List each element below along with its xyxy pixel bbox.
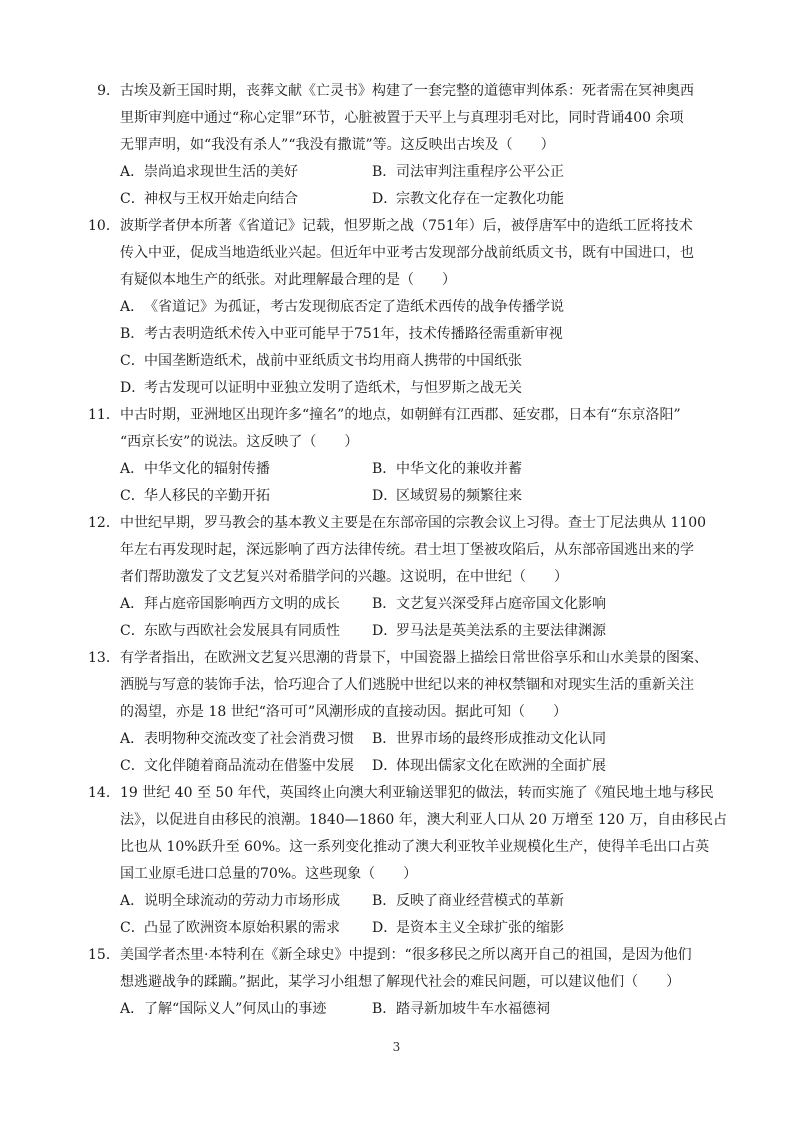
- question-stem-line: “西京长安”的说法。这反映了（ ）: [120, 434, 359, 450]
- option-b[interactable]: [372, 726, 606, 753]
- question-number: 10．: [88, 218, 120, 234]
- option-text: 表明物种交流改变了社会消费习惯: [144, 731, 354, 747]
- option-text: 是资本主义全球扩张的缩影: [396, 920, 564, 936]
- option-letter: A．: [120, 893, 145, 909]
- option-letter: B．: [372, 461, 397, 477]
- option-letter: C．: [120, 191, 145, 207]
- option-b[interactable]: [372, 456, 522, 483]
- option-text: 东欧与西欧社会发展具有同质性: [144, 623, 340, 639]
- option-letter: C．: [120, 623, 145, 639]
- option-b[interactable]: [372, 888, 564, 915]
- option-d[interactable]: [372, 618, 606, 645]
- question-9: [96, 78, 712, 213]
- question-stem-line: 比也从 10%跃升至 60%。这一系列变化推动了澳大利亚牧羊业规模化生产，使得羊毛出口占英: [120, 839, 710, 855]
- question-stem-text: 波斯学者伊本所著《省道记》记载，怛罗斯之战（751年）后，被俘唐军中的造纸工匠将技术: [120, 218, 693, 234]
- option-letter: C．: [120, 758, 145, 774]
- options-row: [96, 888, 712, 915]
- question-stem-line: [88, 510, 712, 537]
- question-stem-line: [96, 78, 712, 105]
- question-stem-line: 国工业原毛进口总量的70%。这些现象（ ）: [120, 866, 418, 882]
- options-row: [96, 456, 712, 483]
- option-d[interactable]: [96, 375, 712, 402]
- option-letter: D．: [372, 623, 398, 639]
- question-stem-text: 中世纪早期，罗马教会的基本教义主要是在东部帝国的宗教会议上习得。查士丁尼法典从 1100: [120, 515, 707, 531]
- option-d[interactable]: [372, 186, 564, 213]
- question-stem-line: [88, 780, 714, 807]
- option-letter: D．: [120, 380, 146, 396]
- options-row: [96, 726, 712, 753]
- question-10: [88, 213, 712, 402]
- question-stem-line: [88, 645, 712, 672]
- question-11: [88, 402, 712, 510]
- option-c[interactable]: [120, 186, 372, 213]
- options-row: [96, 618, 712, 645]
- question-12: [88, 510, 712, 645]
- option-a[interactable]: [96, 294, 712, 321]
- question-number: 14．: [88, 785, 120, 801]
- option-letter: D．: [372, 191, 398, 207]
- option-letter: B．: [372, 1001, 397, 1017]
- option-text: 体现出儒家文化在欧洲的全面扩展: [396, 758, 606, 774]
- options-row: [96, 753, 712, 780]
- option-b[interactable]: [372, 591, 606, 618]
- option-letter: A．: [120, 1001, 145, 1017]
- option-text: 区域贸易的频繁往来: [396, 488, 522, 504]
- option-letter: B．: [372, 596, 397, 612]
- option-c[interactable]: [120, 753, 372, 780]
- option-text: 中国垄断造纸术，战前中亚纸质文书均用商人携带的中国纸张: [144, 353, 522, 369]
- option-b[interactable]: [96, 321, 712, 348]
- question-stem-line: 里斯审判庭中通过“称心定罪”环节，心脏被置于天平上与真理羽毛对比，同时背诵400 余项: [120, 110, 684, 126]
- option-a[interactable]: [120, 591, 372, 618]
- question-stem-line: [88, 213, 712, 240]
- option-text: 考古发现可以证明中亚独立发明了造纸术，与怛罗斯之战无关: [144, 380, 522, 396]
- option-a[interactable]: [120, 888, 372, 915]
- option-text: 罗马法是英美法系的主要法律渊源: [396, 623, 606, 639]
- option-text: 崇尚追求现世生活的美好: [144, 164, 298, 180]
- option-letter: D．: [372, 920, 398, 936]
- page-number: 3: [392, 1040, 401, 1054]
- option-c[interactable]: [120, 915, 372, 942]
- option-letter: B．: [120, 326, 145, 342]
- question-stem-line: [88, 402, 712, 429]
- option-d[interactable]: [372, 753, 606, 780]
- question-stem-text: 有学者指出，在欧洲文艺复兴思潮的背景下，中国瓷器上描绘日常世俗享乐和山水美景的图案、: [120, 650, 708, 666]
- option-letter: D．: [372, 758, 398, 774]
- option-letter: C．: [120, 353, 145, 369]
- question-number: 15．: [88, 947, 120, 963]
- option-text: 世界市场的最终形成推动文化认同: [396, 731, 606, 747]
- option-text: 凸显了欧洲资本原始积累的需求: [144, 920, 340, 936]
- option-text: 中华文化的辐射传播: [144, 461, 270, 477]
- option-text: 踏寻新加坡牛车水福德祠: [396, 1001, 550, 1017]
- question-stem-text: 中古时期，亚洲地区出现许多“撞名”的地点，如朝鲜有江西郡、延安郡，日本有“东京洛阳”: [120, 407, 681, 423]
- question-stem-text: 古埃及新王国时期，丧葬文献《亡灵书》构建了一套完整的道德审判体系：死者需在冥神奥西: [120, 83, 694, 99]
- exam-page: [88, 78, 728, 1023]
- option-letter: D．: [372, 488, 398, 504]
- option-letter: A．: [120, 461, 145, 477]
- question-13: [88, 645, 712, 780]
- option-letter: A．: [120, 731, 145, 747]
- question-stem-line: 法》，以促进自由移民的浪潮。1840—1860 年，澳大利亚人口从 20 万增至 120 万，自由移民占: [120, 812, 728, 828]
- option-letter: B．: [372, 164, 397, 180]
- question-stem-line: 有疑似本地生产的纸张。对此理解最合理的是（ ）: [120, 272, 456, 288]
- question-14: [88, 780, 728, 942]
- question-15: [88, 942, 712, 1023]
- option-text: 文艺复兴深受拜占庭帝国文化影响: [396, 596, 606, 612]
- option-letter: B．: [372, 893, 397, 909]
- question-number: 11．: [88, 407, 120, 423]
- option-letter: A．: [120, 596, 145, 612]
- options-row: [96, 591, 712, 618]
- option-d[interactable]: [372, 915, 564, 942]
- question-stem-line: [88, 942, 712, 969]
- option-letter: A．: [120, 299, 145, 315]
- option-b[interactable]: [372, 159, 564, 186]
- question-stem-line: 者们帮助激发了文艺复兴对希腊学问的兴趣。这说明，在中世纪（ ）: [120, 569, 568, 585]
- option-b[interactable]: [372, 996, 550, 1023]
- options-row: [96, 483, 712, 510]
- option-text: 《省道记》为孤证，考古发现彻底否定了造纸术西传的战争传播学说: [144, 299, 564, 315]
- option-text: 中华文化的兼收并蓄: [396, 461, 522, 477]
- option-a[interactable]: [120, 996, 372, 1023]
- options-row: [96, 159, 712, 186]
- option-text: 文化伴随着商品流动在借鉴中发展: [144, 758, 354, 774]
- question-number: 12．: [88, 515, 120, 531]
- option-letter: B．: [372, 731, 397, 747]
- option-a[interactable]: [120, 456, 372, 483]
- option-text: 神权与王权开始走向结合: [144, 191, 298, 207]
- option-letter: C．: [120, 920, 145, 936]
- option-text: 华人移民的辛勤开拓: [144, 488, 270, 504]
- question-stem-line: 年左右再发现时起，深远影响了西方法律传统。君士坦丁堡被攻陷后，从东部帝国逃出来的学: [120, 542, 694, 558]
- question-number: 9．: [97, 83, 120, 99]
- question-stem-line: 的渴望，亦是 18 世纪“洛可可”风潮形成的直接动因。据此可知（ ）: [120, 704, 568, 720]
- option-text: 说明全球流动的劳动力市场形成: [144, 893, 340, 909]
- question-stem-text: 美国学者杰里·本特利在《新全球史》中提到：“很多移民之所以离开自己的祖国，是因为他们: [120, 947, 692, 963]
- option-text: 了解“国际义人”何凤山的事迹: [144, 1001, 327, 1017]
- option-text: 宗教文化存在一定教化功能: [396, 191, 564, 207]
- options-row: [96, 996, 712, 1023]
- option-text: 反映了商业经营模式的革新: [396, 893, 564, 909]
- option-d[interactable]: [372, 483, 522, 510]
- question-stem-line: 洒脱与写意的装饰手法，恰巧迎合了人们逃脱中世纪以来的神权禁锢和对现实生活的重新关注: [120, 677, 694, 693]
- question-stem-line: 传入中亚，促成当地造纸业兴起。但近年中亚考古发现部分战前纸质文书，既有中国进口，也: [120, 245, 694, 261]
- options-row: [96, 915, 712, 942]
- options-row: [96, 186, 712, 213]
- option-a[interactable]: [120, 726, 372, 753]
- option-c[interactable]: [120, 618, 372, 645]
- question-stem-line: 想逃避战争的蹂躏。”据此，某学习小组想了解现代社会的难民问题，可以建议他们（ ）: [120, 974, 681, 990]
- option-text: 司法审判注重程序公平公正: [396, 164, 564, 180]
- option-letter: C．: [120, 488, 145, 504]
- question-stem-line: 无罪声明，如“我没有杀人”“我没有撒谎”等。这反映出古埃及（ ）: [120, 137, 555, 153]
- question-number: 13．: [88, 650, 120, 666]
- option-text: 考古表明造纸术传入中亚可能早于751年，技术传播路径需重新审视: [144, 326, 563, 342]
- option-a[interactable]: [120, 159, 372, 186]
- option-text: 拜占庭帝国影响西方文明的成长: [144, 596, 340, 612]
- question-stem-text: 19 世纪 40 至 50 年代，英国终止向澳大利亚输送罪犯的做法，转而实施了《殖民地土地与移民: [120, 785, 714, 801]
- option-c[interactable]: [120, 483, 372, 510]
- option-c[interactable]: [96, 348, 712, 375]
- option-letter: A．: [120, 164, 145, 180]
